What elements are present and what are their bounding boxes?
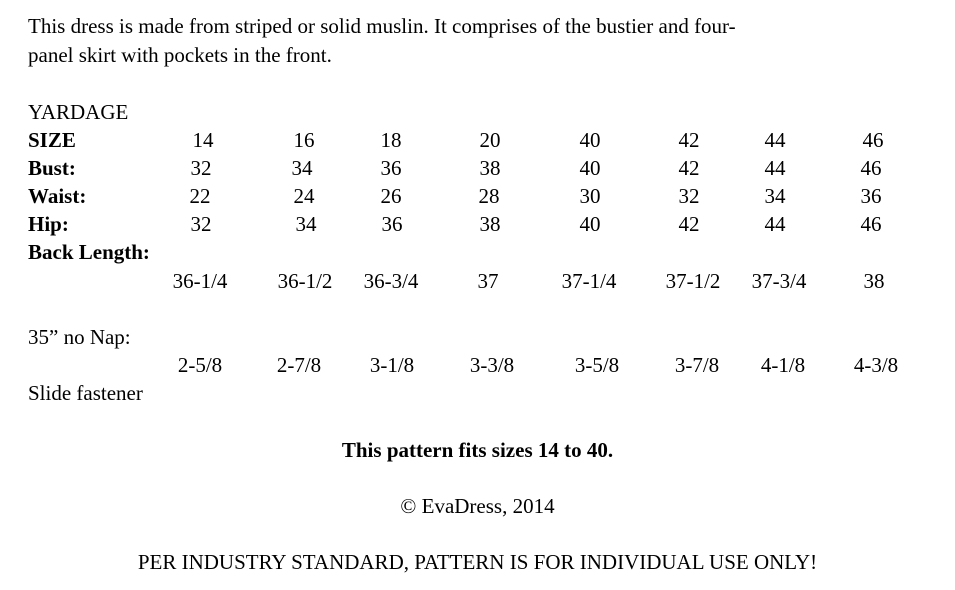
table-cell: 18 [380, 128, 402, 152]
table-cell: 16 [293, 128, 315, 152]
row-label: Waist: [28, 184, 87, 208]
table-cell: 3-5/8 [574, 353, 620, 377]
row-label: SIZE [28, 128, 76, 152]
row-label: Bust: [28, 156, 76, 180]
table-cell: 36-1/4 [172, 269, 228, 293]
table-cell: 44 [764, 156, 786, 180]
row-label: Hip: [28, 212, 69, 236]
table-cell: 46 [860, 156, 882, 180]
table-cell: 30 [579, 184, 601, 208]
fit-note: This pattern fits sizes 14 to 40. [341, 438, 614, 462]
table-cell: 40 [579, 212, 601, 236]
table-cell: 3-1/8 [369, 353, 415, 377]
table-cell: 34 [295, 212, 317, 236]
table-cell: 37-1/2 [665, 269, 721, 293]
table-cell: 38 [479, 212, 501, 236]
table-cell: 36 [860, 184, 882, 208]
table-cell: 14 [192, 128, 214, 152]
table-cell: 3-3/8 [469, 353, 515, 377]
table-cell: 37 [477, 269, 499, 293]
intro-line-1: This dress is made from striped or solid muslin. It comprises of the bustier and four- [28, 14, 736, 38]
table-cell: 36-3/4 [363, 269, 419, 293]
table-cell: 46 [862, 128, 884, 152]
table-cell: 26 [380, 184, 402, 208]
yardage-heading: YARDAGE [28, 100, 129, 124]
table-cell: 2-5/8 [177, 353, 223, 377]
copyright: © EvaDress, 2014 [400, 494, 555, 518]
table-cell: 32 [190, 156, 212, 180]
table-cell: 32 [678, 184, 700, 208]
table-cell: 42 [678, 212, 700, 236]
table-cell: 37-1/4 [561, 269, 617, 293]
table-cell: 36 [381, 212, 403, 236]
table-cell: 40 [579, 128, 601, 152]
table-cell: 44 [764, 128, 786, 152]
table-cell: 32 [190, 212, 212, 236]
table-cell: 22 [189, 184, 211, 208]
table-cell: 46 [860, 212, 882, 236]
row-label: Back Length: [28, 240, 150, 264]
table-cell: 34 [291, 156, 313, 180]
usage-notice: PER INDUSTRY STANDARD, PATTERN IS FOR INDIVIDUAL USE ONLY! [137, 550, 818, 574]
intro-paragraph [28, 12, 928, 70]
table-cell: 36 [380, 156, 402, 180]
table-cell: 4-3/8 [853, 353, 899, 377]
row-label: 35” no Nap: [28, 325, 131, 349]
table-cell: 38 [863, 269, 885, 293]
table-cell: 37-3/4 [751, 269, 807, 293]
table-cell: 28 [478, 184, 500, 208]
notion-label: Slide fastener [28, 381, 143, 405]
table-cell: 2-7/8 [276, 353, 322, 377]
table-cell: 38 [479, 156, 501, 180]
table-cell: 36-1/2 [277, 269, 333, 293]
table-cell: 34 [764, 184, 786, 208]
table-cell: 42 [678, 156, 700, 180]
table-cell: 40 [579, 156, 601, 180]
table-cell: 44 [764, 212, 786, 236]
table-cell: 24 [293, 184, 315, 208]
table-cell: 20 [479, 128, 501, 152]
table-cell: 42 [678, 128, 700, 152]
table-cell: 4-1/8 [760, 353, 806, 377]
table-cell: 3-7/8 [674, 353, 720, 377]
intro-line-2: panel skirt with pockets in the front. [28, 43, 332, 67]
